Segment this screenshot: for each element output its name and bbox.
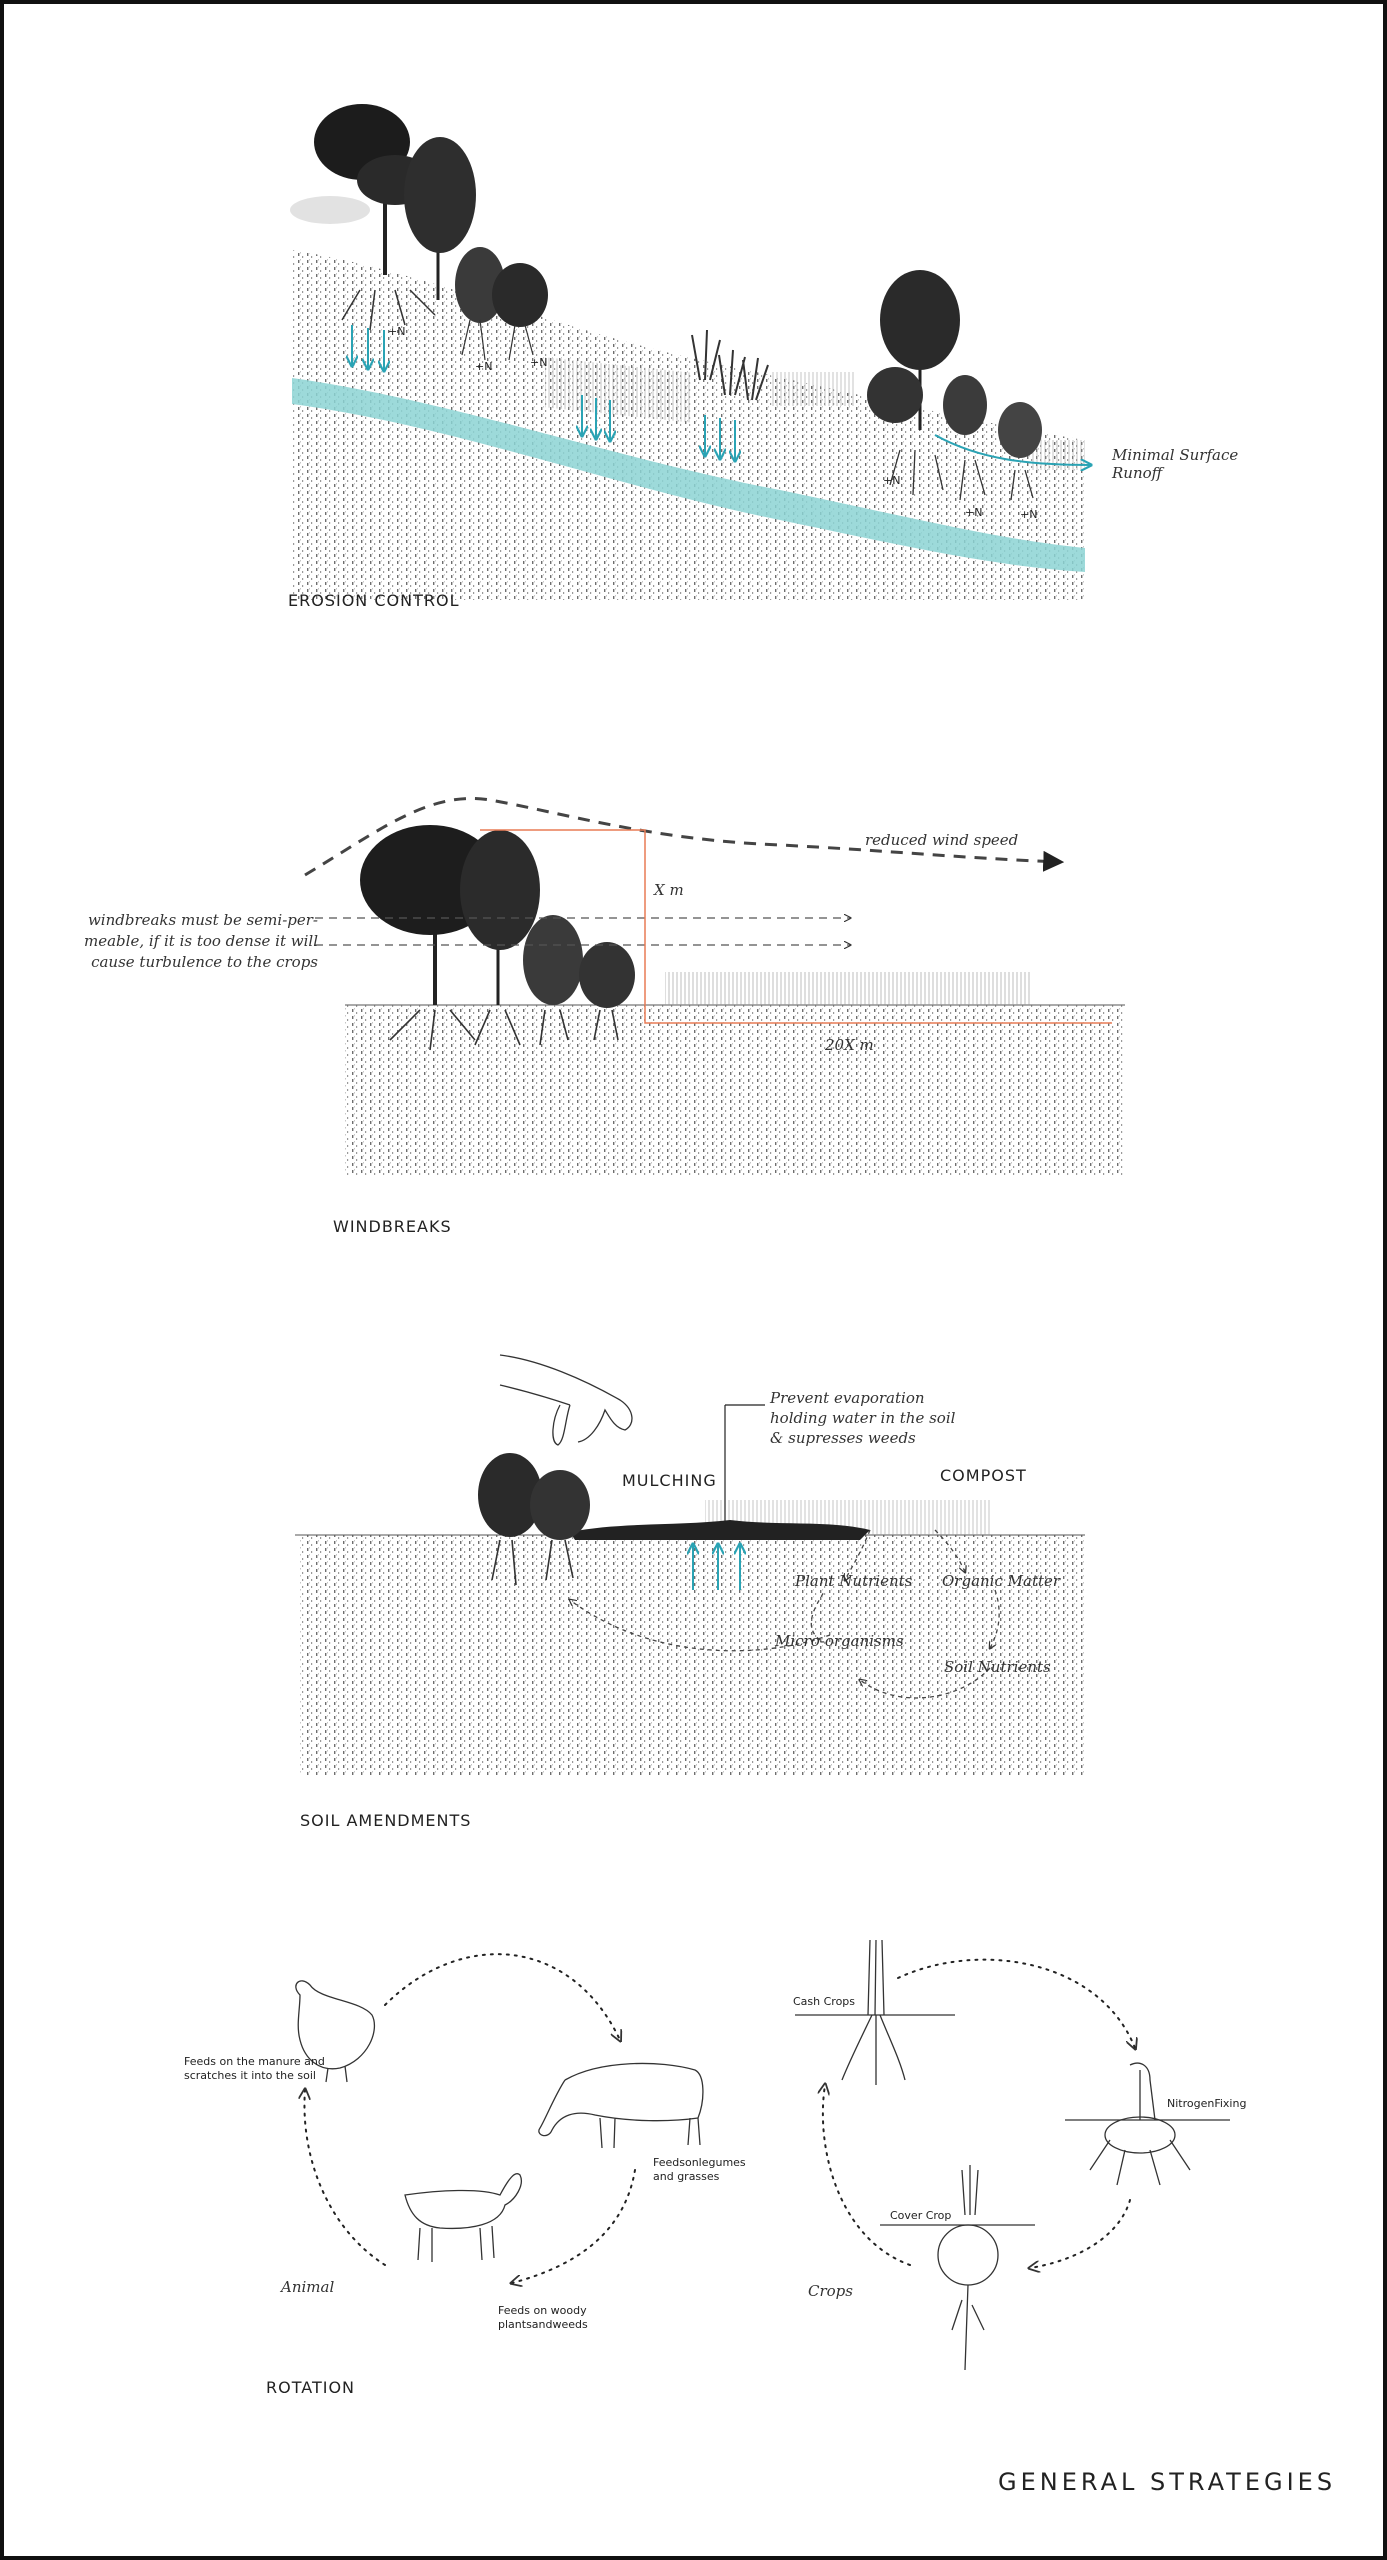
runoff-label-1: Minimal Surface xyxy=(1112,446,1239,464)
cash-crops-caption: Cash Crops xyxy=(793,1995,856,2008)
windbreak-note-3: cause turbulence to the crops xyxy=(91,953,318,971)
crops-label: Crops xyxy=(808,2282,853,2300)
n-mark: +N xyxy=(388,325,406,338)
n-mark: +N xyxy=(965,506,983,519)
crops-cycle-arrows xyxy=(823,1960,1135,2268)
height-label: X m xyxy=(654,881,684,899)
animal-cycle-arrows xyxy=(304,1954,635,2283)
chicken-caption-1: Feeds on the manure and xyxy=(184,2055,325,2068)
n-mark: +N xyxy=(475,360,493,373)
cover-crop-drawing xyxy=(880,2165,1035,2370)
windbreaks-section xyxy=(84,798,1125,1236)
cow-drawing xyxy=(539,2063,703,2148)
windbreak-crops xyxy=(665,972,1030,1005)
animal-label: Animal xyxy=(281,2278,335,2296)
windbreak-note-2: meable, if it is too dense it will xyxy=(84,932,318,950)
cow-caption-2: and grasses xyxy=(653,2170,720,2183)
erosion-grass-2 xyxy=(770,372,855,406)
plant-nutrients-label: Plant Nutrients xyxy=(795,1572,913,1590)
prevent-line-1: Prevent evaporation xyxy=(770,1389,925,1407)
chicken-caption-2: scratches it into the soil xyxy=(184,2069,316,2082)
erosion-section xyxy=(288,104,1238,610)
windbreaks-heading: WINDBREAKS xyxy=(333,1217,452,1236)
goat-caption-2: plantsandweeds xyxy=(498,2318,588,2331)
soil-section xyxy=(295,1355,1085,1830)
micro-organisms-label: Micro-organisms xyxy=(775,1632,904,1650)
distance-label: 20X m xyxy=(825,1036,874,1054)
erosion-control-heading: EROSION CONTROL xyxy=(288,591,460,610)
mulching-label: MULCHING xyxy=(622,1471,717,1490)
prevent-line-2: holding water in the soil xyxy=(770,1409,956,1427)
compost-label: COMPOST xyxy=(940,1466,1027,1485)
goat-caption-1: Feeds on woody xyxy=(498,2304,587,2317)
goat-drawing xyxy=(405,2174,521,2262)
reduced-wind-label: reduced wind speed xyxy=(865,831,1019,849)
windbreak-soil xyxy=(345,1005,1125,1175)
soil-nutrients-label: Soil Nutrients xyxy=(944,1658,1051,1676)
windbreak-note-1: windbreaks must be semi-per- xyxy=(87,911,318,929)
runoff-label-2: Runoff xyxy=(1112,464,1163,482)
cash-crop-drawing xyxy=(795,1940,955,2085)
cover-crop-caption: Cover Crop xyxy=(890,2209,952,2222)
nitrogen-fixing-drawing xyxy=(1065,2063,1230,2185)
rotation-heading: ROTATION xyxy=(266,2378,355,2397)
cow-caption-1: Feedsonlegumes xyxy=(653,2156,746,2169)
nitrogen-fixing-caption: NitrogenFixing xyxy=(1167,2097,1247,2110)
n-mark: +N xyxy=(883,474,901,487)
soil-amendments-heading: SOIL AMENDMENTS xyxy=(300,1811,472,1830)
prevent-line-3: & supresses weeds xyxy=(770,1429,916,1447)
n-mark: +N xyxy=(1020,508,1038,521)
rotation-section xyxy=(184,1940,1246,2397)
hand-drawing xyxy=(500,1355,632,1445)
organic-matter-label: Organic Matter xyxy=(942,1572,1061,1590)
page-title: GENERAL STRATEGIES xyxy=(998,2468,1337,2496)
n-mark: +N xyxy=(530,356,548,369)
